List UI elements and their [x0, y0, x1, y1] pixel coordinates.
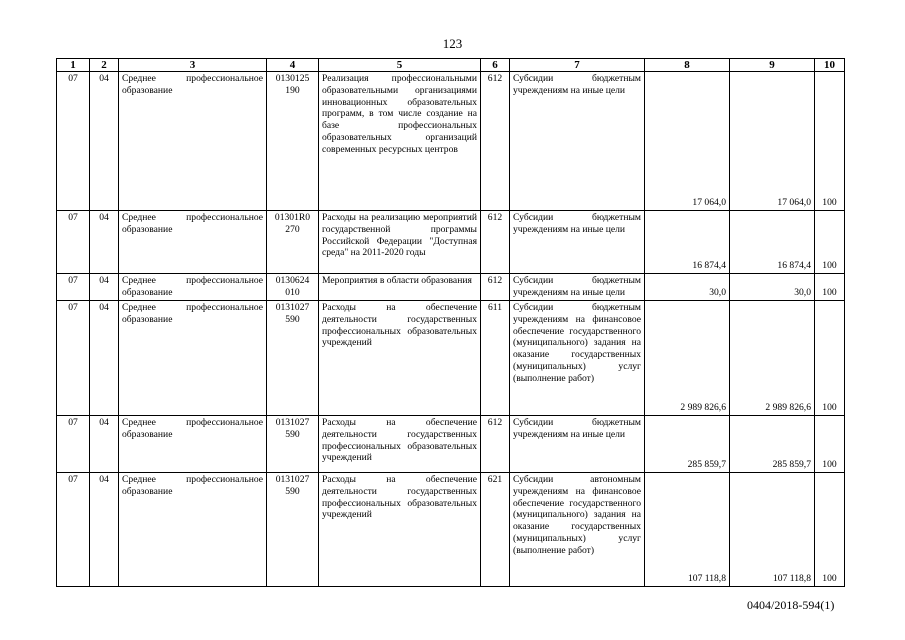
- target-article: 0130624 010: [267, 274, 319, 301]
- target-article: 01301R0 270: [267, 211, 319, 274]
- budget-table: [56, 58, 845, 587]
- article-name: Расходы на обеспечение деятельности государственных профессиональных образовательных учреждений: [319, 301, 481, 416]
- subsection-name: Среднее профессиональное образование: [119, 301, 267, 416]
- expense-type-name: Субсидии бюджетным учреждениям на финансовое обеспечение государственного (муниципального) задания на оказание государственных (муниципальных) услуг (выполнение работ): [510, 301, 645, 416]
- subsection-name: Среднее профессиональное образование: [119, 211, 267, 274]
- table-row: [57, 473, 845, 587]
- subsection-name: Среднее профессиональное образование: [119, 72, 267, 211]
- target-article: 0131027 590: [267, 416, 319, 473]
- target-article: 0131027 590: [267, 301, 319, 416]
- subsection-code: 04: [90, 416, 119, 473]
- subsection-name: Среднее профессиональное образование: [119, 274, 267, 301]
- subsection-code: 04: [90, 72, 119, 211]
- col-header: 3: [119, 59, 267, 72]
- expense-type-name: Субсидии бюджетным учреждениям на иные цели: [510, 72, 645, 211]
- table-row: [57, 274, 845, 301]
- percent-executed: 100: [815, 274, 845, 301]
- amount-executed: 16 874,4: [730, 211, 815, 274]
- expense-type-code: 611: [481, 301, 510, 416]
- section-code: 07: [57, 211, 90, 274]
- expense-type-name: Субсидии автономным учреждениям на финансовое обеспечение государственного (муниципального) задания на оказание государственных (муниципальных) услуг (выполнение работ): [510, 473, 645, 587]
- percent-executed: 100: [815, 72, 845, 211]
- article-name: Расходы на реализацию мероприятий государственной программы Российской Федерации "Доступная среда" на 2011-2020 годы: [319, 211, 481, 274]
- col-header: 7: [510, 59, 645, 72]
- percent-executed: 100: [815, 301, 845, 416]
- subsection-code: 04: [90, 274, 119, 301]
- col-header: 5: [319, 59, 481, 72]
- amount-executed: 107 118,8: [730, 473, 815, 587]
- subsection-name: Среднее профессиональное образование: [119, 416, 267, 473]
- section-code: 07: [57, 473, 90, 587]
- subsection-code: 04: [90, 301, 119, 416]
- table-row: [57, 301, 845, 416]
- article-name: Расходы на обеспечение деятельности государственных профессиональных образовательных учреждений: [319, 416, 481, 473]
- target-article: 0131027 590: [267, 473, 319, 587]
- table-header-row: [57, 59, 845, 72]
- percent-executed: 100: [815, 473, 845, 587]
- amount-planned: 16 874,4: [645, 211, 730, 274]
- amount-executed: 2 989 826,6: [730, 301, 815, 416]
- page-number: 123: [442, 36, 463, 51]
- amount-planned: 30,0: [645, 274, 730, 301]
- table-row: [57, 416, 845, 473]
- col-header: 2: [90, 59, 119, 72]
- target-article: 0130125 190: [267, 72, 319, 211]
- section-code: 07: [57, 72, 90, 211]
- subsection-name: Среднее профессиональное образование: [119, 473, 267, 587]
- expense-type-code: 612: [481, 72, 510, 211]
- amount-executed: 17 064,0: [730, 72, 815, 211]
- subsection-code: 04: [90, 211, 119, 274]
- expense-type-code: 621: [481, 473, 510, 587]
- amount-planned: 285 859,7: [645, 416, 730, 473]
- expense-type-name: Субсидии бюджетным учреждениям на иные цели: [510, 211, 645, 274]
- section-code: 07: [57, 274, 90, 301]
- amount-planned: 2 989 826,6: [645, 301, 730, 416]
- document-id: 0404/2018-594(1): [747, 598, 835, 612]
- table-row: [57, 211, 845, 274]
- amount-planned: 107 118,8: [645, 473, 730, 587]
- table-row: [57, 72, 845, 211]
- percent-executed: 100: [815, 416, 845, 473]
- amount-executed: 285 859,7: [730, 416, 815, 473]
- col-header: 8: [645, 59, 730, 72]
- amount-executed: 30,0: [730, 274, 815, 301]
- amount-planned: 17 064,0: [645, 72, 730, 211]
- percent-executed: 100: [815, 211, 845, 274]
- section-code: 07: [57, 416, 90, 473]
- section-code: 07: [57, 301, 90, 416]
- subsection-code: 04: [90, 473, 119, 587]
- expense-type-code: 612: [481, 416, 510, 473]
- expense-type-code: 612: [481, 274, 510, 301]
- expense-type-name: Субсидии бюджетным учреждениям на иные цели: [510, 416, 645, 473]
- col-header: 6: [481, 59, 510, 72]
- col-header: 9: [730, 59, 815, 72]
- article-name: Мероприятия в области образования: [319, 274, 481, 301]
- col-header: 4: [267, 59, 319, 72]
- article-name: Реализация профессиональными образовательными организациями инновационных образовательных программ, в том числе создание на базе профессиональных образовательных организаций современных ресурсных центров: [319, 72, 481, 211]
- col-header: 1: [57, 59, 90, 72]
- expense-type-name: Субсидии бюджетным учреждениям на иные цели: [510, 274, 645, 301]
- col-header: 10: [815, 59, 845, 72]
- article-name: Расходы на обеспечение деятельности государственных профессиональных образовательных учреждений: [319, 473, 481, 587]
- expense-type-code: 612: [481, 211, 510, 274]
